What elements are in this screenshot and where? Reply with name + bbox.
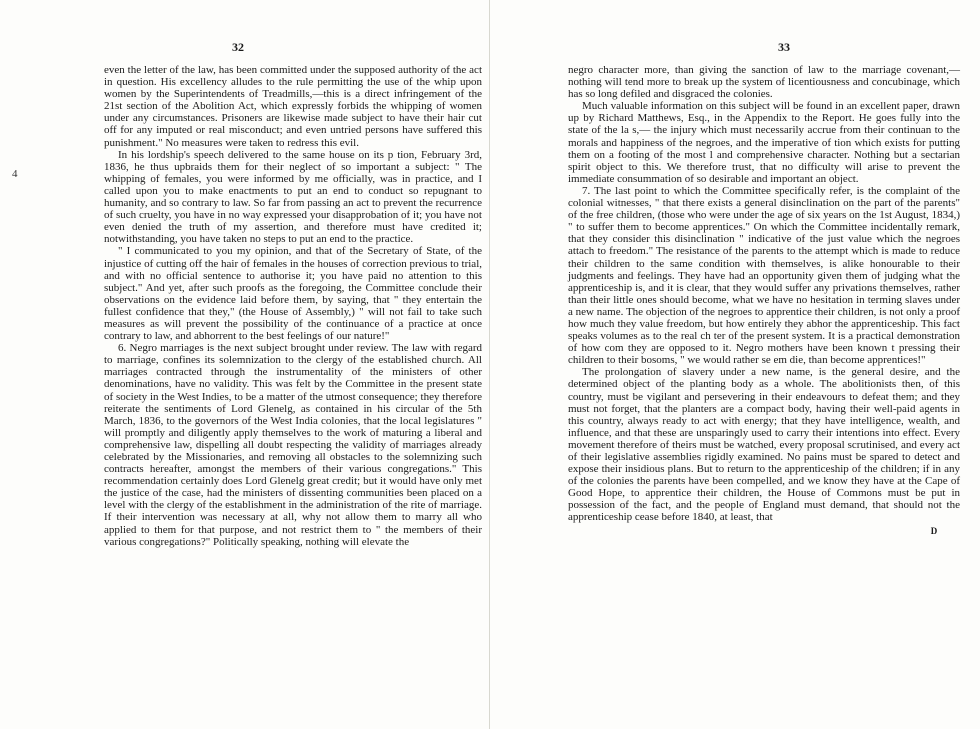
page-number-right: 33 bbox=[778, 40, 790, 54]
left-paragraph: " I communicated to you my opinion, and that of the Secretary of State, of the injustice of cutting off the hair of females in the houses of correction previous to trial, and with no official sentence to authorise it; you have paid no attention to this subject." And yet, after such proofs as the foregoing, the Committee conclude their observations on the evidence laid before them, by saying, that " they entertain the fullest confidence that they," (the House of Assembly,) " will not fail to take such measures as will prevent the possibility of the continuance of a practice at once contrary to law, and abhorrent to the best feelings of our nature!" bbox=[104, 245, 482, 343]
page-number-left: 32 bbox=[232, 40, 244, 54]
right-paragraph: negro character more, than giving the sanction of law to the marriage covenant,—nothing will tend more to break up the system of licentiousness and concubinage, which has so long defiled and disgraced the colonies. bbox=[568, 64, 960, 101]
left-paragraph: In his lordship's speech delivered to the same house on its p tion, February 3rd, 1836, he thus upbraids them for their neglect of so important a subject: " The whipping of females, you were informed by me officially, was in practice, and I called upon you to make enactments to put an end to conduct so repugnant to humanity, and so contrary to law. So far from passing an act to prevent the recurrence of such cruelty, you have in no way expressed your disapprobation of it; you have not even denied the truth of my assertion, and therefore must have credited it; notwithstanding, you have taken no steps to put an end to the practice. bbox=[104, 148, 482, 246]
right-paragraph: The prolongation of slavery under a new name, is the general desire, and the determined object of the planting body as a whole. The abolitionists then, of this country, must be vigilant and persevering in their endeavours to defeat them; and they must not forget, that the planters are a compact body, having their well-paid agents in this country, always ready to act with energy; that they have intelligence, wealth, and influence, and that these are unsparingly used to carry their intentions into effect. Every movement therefore of theirs must be watched, every proposal scrutinised, and every act of their legislative assemblies rigidly examined. No pains must be spared to detect and expose their insidious plans. But to return to the apprenticeship of the children; if in any of the colonies the parents have been compelled, and we know they have at the Cape of Good Hope, to apprentice their children, the House of Commons must be put in possession of the fact, and the people of England must demand, that should not the apprenticeship cease before 1840, at least, that bbox=[568, 366, 960, 524]
right-paragraph: Much valuable information on this subject will be found in an excellent paper, drawn up by Richard Matthews, Esq., in the Appendix to the Report. He goes fully into the state of the la s,— the injury which must necessarily accrue from their continuan to the morals and happiness of the negroes, and the imperative of tion which exists for putting them on a footing of the most l and comprehensive character. Nothing but a sectarian spirit object to this. We therefore trust, that no difficulty will arise to prevent the immediate consummation of so desirable and important an object. bbox=[568, 100, 960, 185]
signature-mark: D bbox=[930, 525, 938, 536]
right-paragraph: 7. The last point to which the Committee specifically refer, is the complaint of the colonial witnesses, " that there exists a general disinclination on the part of the parents" of the free children, (those who were under the age of six years on the 1st August, 1834,) " to suffer them to become apprentices." On which the Committee incidentally remark, that they consider this disinclination " indicative of the just value which the negroes attach to freedom." The resistance of the parents to the attempt which is made to reduce their children to the same condition with themselves, is alike honourable to their judgments and feelings. They have had an opportunity given them of judging what the apprenticeship is, and it is clear, that they would suffer any privations themselves, rather than their little ones should become, what we have no hesitation in terming slaves under a new name. The objection of the negroes to apprentice their children, is not only a proof how much they value freedom, but how entirely they abhor the apprenticeship. This fact speaks volumes as to the real ch ter of the present system. It is a practical demonstration of how com they are opposed to it. Negro mothers have been known t pressing their children to their bosoms, " we would rather se em die, than become apprentices!" bbox=[568, 184, 960, 367]
margin-mark: 4 bbox=[12, 168, 18, 180]
left-paragraph: 6. Negro marriages is the next subject brought under review. The law with regard to marriage, confines its solemnization to the clergy of the established church. All marriages contracted through the instrumentality of the ministers of other denominations, have no validity. This was felt by the Committee in the present state of society in the West Indies, to be a matter of the utmost consequence; they therefore reiterate the sentiments of Lord Glenelg, as contained in his circular of the 5th March, 1836, to the governors of the West India colonies, that the local legislatures " will promptly and diligently apply themselves to the work of maturing a liberal and comprehensive law, dispelling all doubt respecting the validity of marriages already celebrated by the Missionaries, and removing all obstacles to the solemnizing such contracts hereafter, amongst the members of their various congregations." This recommendation certainly does Lord Glenelg great credit; but it would have only met the justice of the case, had the ministers of dissenting communities been placed on a level with the clergy of the establishment in the administration of the rite of marriage. If their intervention was necessary at all, why not allow them to marry all who applied to them for that purpose, and not restrict them to " the members of their various congregations?" Politically speaking, nothing will elevate the bbox=[104, 342, 482, 548]
left-paragraph: even the letter of the law, has been committed under the supposed authority of the act in question. His excellency alludes to the rule permitting the use of the whip upon women by the Superintendents of Treadmills,—this is a direct infringement of the 21st section of the Abolition Act, which expressly forbids the whipping of women under any circumstances. Prisoners are likewise made subject to have their hair cut off for any imputed or real misconduct; and even untried persons have suffered this punishment." No measures were taken to redress this evil. bbox=[104, 64, 482, 149]
right-page bbox=[490, 0, 980, 729]
